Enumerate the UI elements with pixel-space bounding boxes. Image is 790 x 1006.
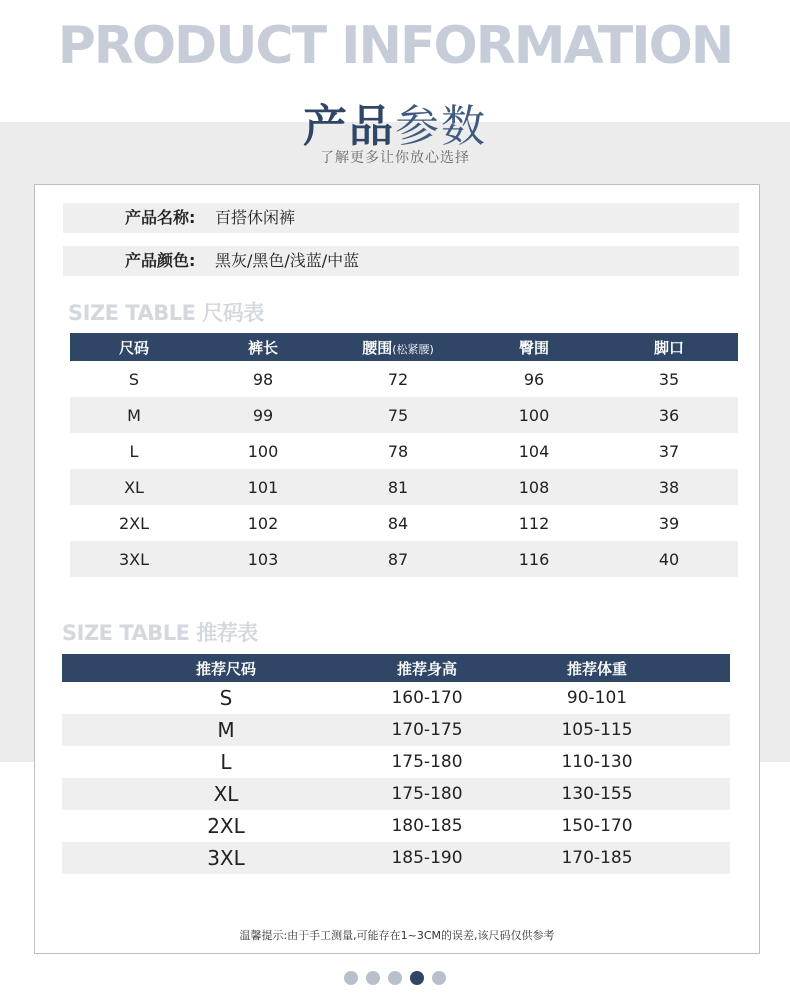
- size-table-row: [70, 541, 738, 577]
- size-table-cell: M: [70, 397, 198, 433]
- recommend-table-row: [62, 778, 730, 810]
- recommend-table-header: [62, 654, 730, 682]
- size-table-cell: XL: [70, 469, 198, 505]
- hero-title-en: PRODUCT INFORMATION: [57, 16, 733, 76]
- size-header-waist: [328, 333, 468, 361]
- product-color-row: [63, 246, 739, 276]
- size-header-waist-note: (松紧腰): [392, 342, 434, 356]
- recommend-table-cell: 185-190: [342, 842, 512, 874]
- recommend-table-row: [62, 810, 730, 842]
- size-table-row: [70, 397, 738, 433]
- size-table-cell: 112: [518, 513, 550, 533]
- hero-subtitle: 了解更多让你放心选择: [320, 150, 470, 166]
- size-table-cell: 81: [328, 469, 468, 505]
- recommend-table-row: [62, 682, 730, 714]
- recommend-table-row: [62, 842, 730, 874]
- recommend-table-cell: 170-185: [512, 842, 730, 874]
- recommend-header-height: 推荐身高: [342, 654, 512, 682]
- hero-title-cn-light: 参数: [395, 101, 487, 152]
- size-header-hip: 臀围: [468, 333, 600, 361]
- recommend-table-cell: 130-155: [512, 778, 730, 810]
- recommend-table-cell: S: [219, 686, 233, 710]
- size-table-cell: 3XL: [70, 541, 198, 577]
- size-table-cell: 104: [518, 441, 550, 461]
- size-table: [70, 333, 738, 577]
- pagination-dots: [0, 971, 790, 985]
- pagination-dot[interactable]: [366, 971, 380, 985]
- recommend-table-cell: 180-185: [391, 816, 463, 836]
- pagination-dot[interactable]: [344, 971, 358, 985]
- recommend-table-cell: 170-175: [342, 714, 512, 746]
- recommend-table-cell: 175-180: [342, 778, 512, 810]
- size-table-cell: 102: [247, 513, 279, 533]
- recommend-table-cell: L: [220, 750, 232, 774]
- size-table-cell: 40: [600, 541, 738, 577]
- recommend-table-cell: XL: [62, 778, 342, 810]
- pagination-dot[interactable]: [410, 971, 424, 985]
- size-table-cell: 78: [387, 441, 409, 461]
- size-header-hem: 脚口: [600, 333, 738, 361]
- size-table-cell: 87: [328, 541, 468, 577]
- size-table-cell: S: [128, 369, 140, 389]
- hint-text: 温馨提示:由于手工测量,可能存在1~3CM的误差,该尺码仅供参考: [239, 929, 555, 942]
- size-table-cell: 75: [328, 397, 468, 433]
- size-table-row: [70, 469, 738, 505]
- product-name-label: 产品名称:: [125, 208, 196, 227]
- product-color-value: 黑灰/黑色/浅蓝/中蓝: [215, 251, 360, 270]
- recommend-table-cell: 3XL: [62, 842, 342, 874]
- size-table-cell: 37: [658, 441, 680, 461]
- pagination-dot[interactable]: [432, 971, 446, 985]
- recommend-table: [62, 654, 730, 874]
- product-name-row: [63, 203, 739, 233]
- recommend-table-row: [62, 714, 730, 746]
- size-table-title: SIZE TABLE 尺码表: [68, 301, 264, 325]
- recommend-table-cell: 150-170: [561, 816, 633, 836]
- size-table-cell: 100: [247, 441, 279, 461]
- size-header-size: 尺码: [70, 333, 198, 361]
- recommend-table-cell: 175-180: [391, 752, 463, 772]
- info-card: [34, 184, 760, 954]
- size-table-cell: 108: [468, 469, 600, 505]
- recommend-table-cell: 90-101: [566, 688, 628, 708]
- recommend-table-cell: M: [62, 714, 342, 746]
- recommend-table-title: SIZE TABLE 推荐表: [62, 621, 258, 645]
- size-header-length: 裤长: [198, 333, 328, 361]
- size-table-cell: 35: [658, 369, 680, 389]
- recommend-table-cell: 110-130: [561, 752, 633, 772]
- size-table-cell: 96: [523, 369, 545, 389]
- recommend-table-cell: 105-115: [512, 714, 730, 746]
- product-name-value: 百搭休闲裤: [215, 208, 296, 227]
- pagination-dot[interactable]: [388, 971, 402, 985]
- recommend-table-cell: 2XL: [207, 814, 245, 838]
- size-table-cell: 98: [252, 369, 274, 389]
- size-table-cell: L: [129, 441, 139, 461]
- recommend-header-size: 推荐尺码: [62, 654, 342, 682]
- size-table-header: [70, 333, 738, 361]
- size-table-cell: 116: [468, 541, 600, 577]
- recommend-table-cell: 160-170: [391, 688, 463, 708]
- size-header-waist-label: 腰围: [362, 338, 393, 357]
- size-table-cell: 100: [468, 397, 600, 433]
- hero-title-cn-bold: 产品: [303, 101, 395, 152]
- size-table-cell: 72: [387, 369, 409, 389]
- size-table-cell: 36: [600, 397, 738, 433]
- size-table-cell: 103: [198, 541, 328, 577]
- hero-title-cn: [0, 90, 790, 154]
- product-color-label: 产品颜色:: [125, 251, 196, 270]
- size-table-cell: 39: [658, 513, 680, 533]
- size-table-cell: 99: [198, 397, 328, 433]
- size-table-row: [70, 433, 738, 469]
- size-table-cell: 2XL: [118, 513, 150, 533]
- size-table-row: [70, 505, 738, 541]
- size-table-cell: 38: [600, 469, 738, 505]
- size-table-row: [70, 361, 738, 397]
- size-table-cell: 84: [387, 513, 409, 533]
- recommend-header-weight: 推荐体重: [512, 654, 730, 682]
- size-table-cell: 101: [198, 469, 328, 505]
- recommend-table-row: [62, 746, 730, 778]
